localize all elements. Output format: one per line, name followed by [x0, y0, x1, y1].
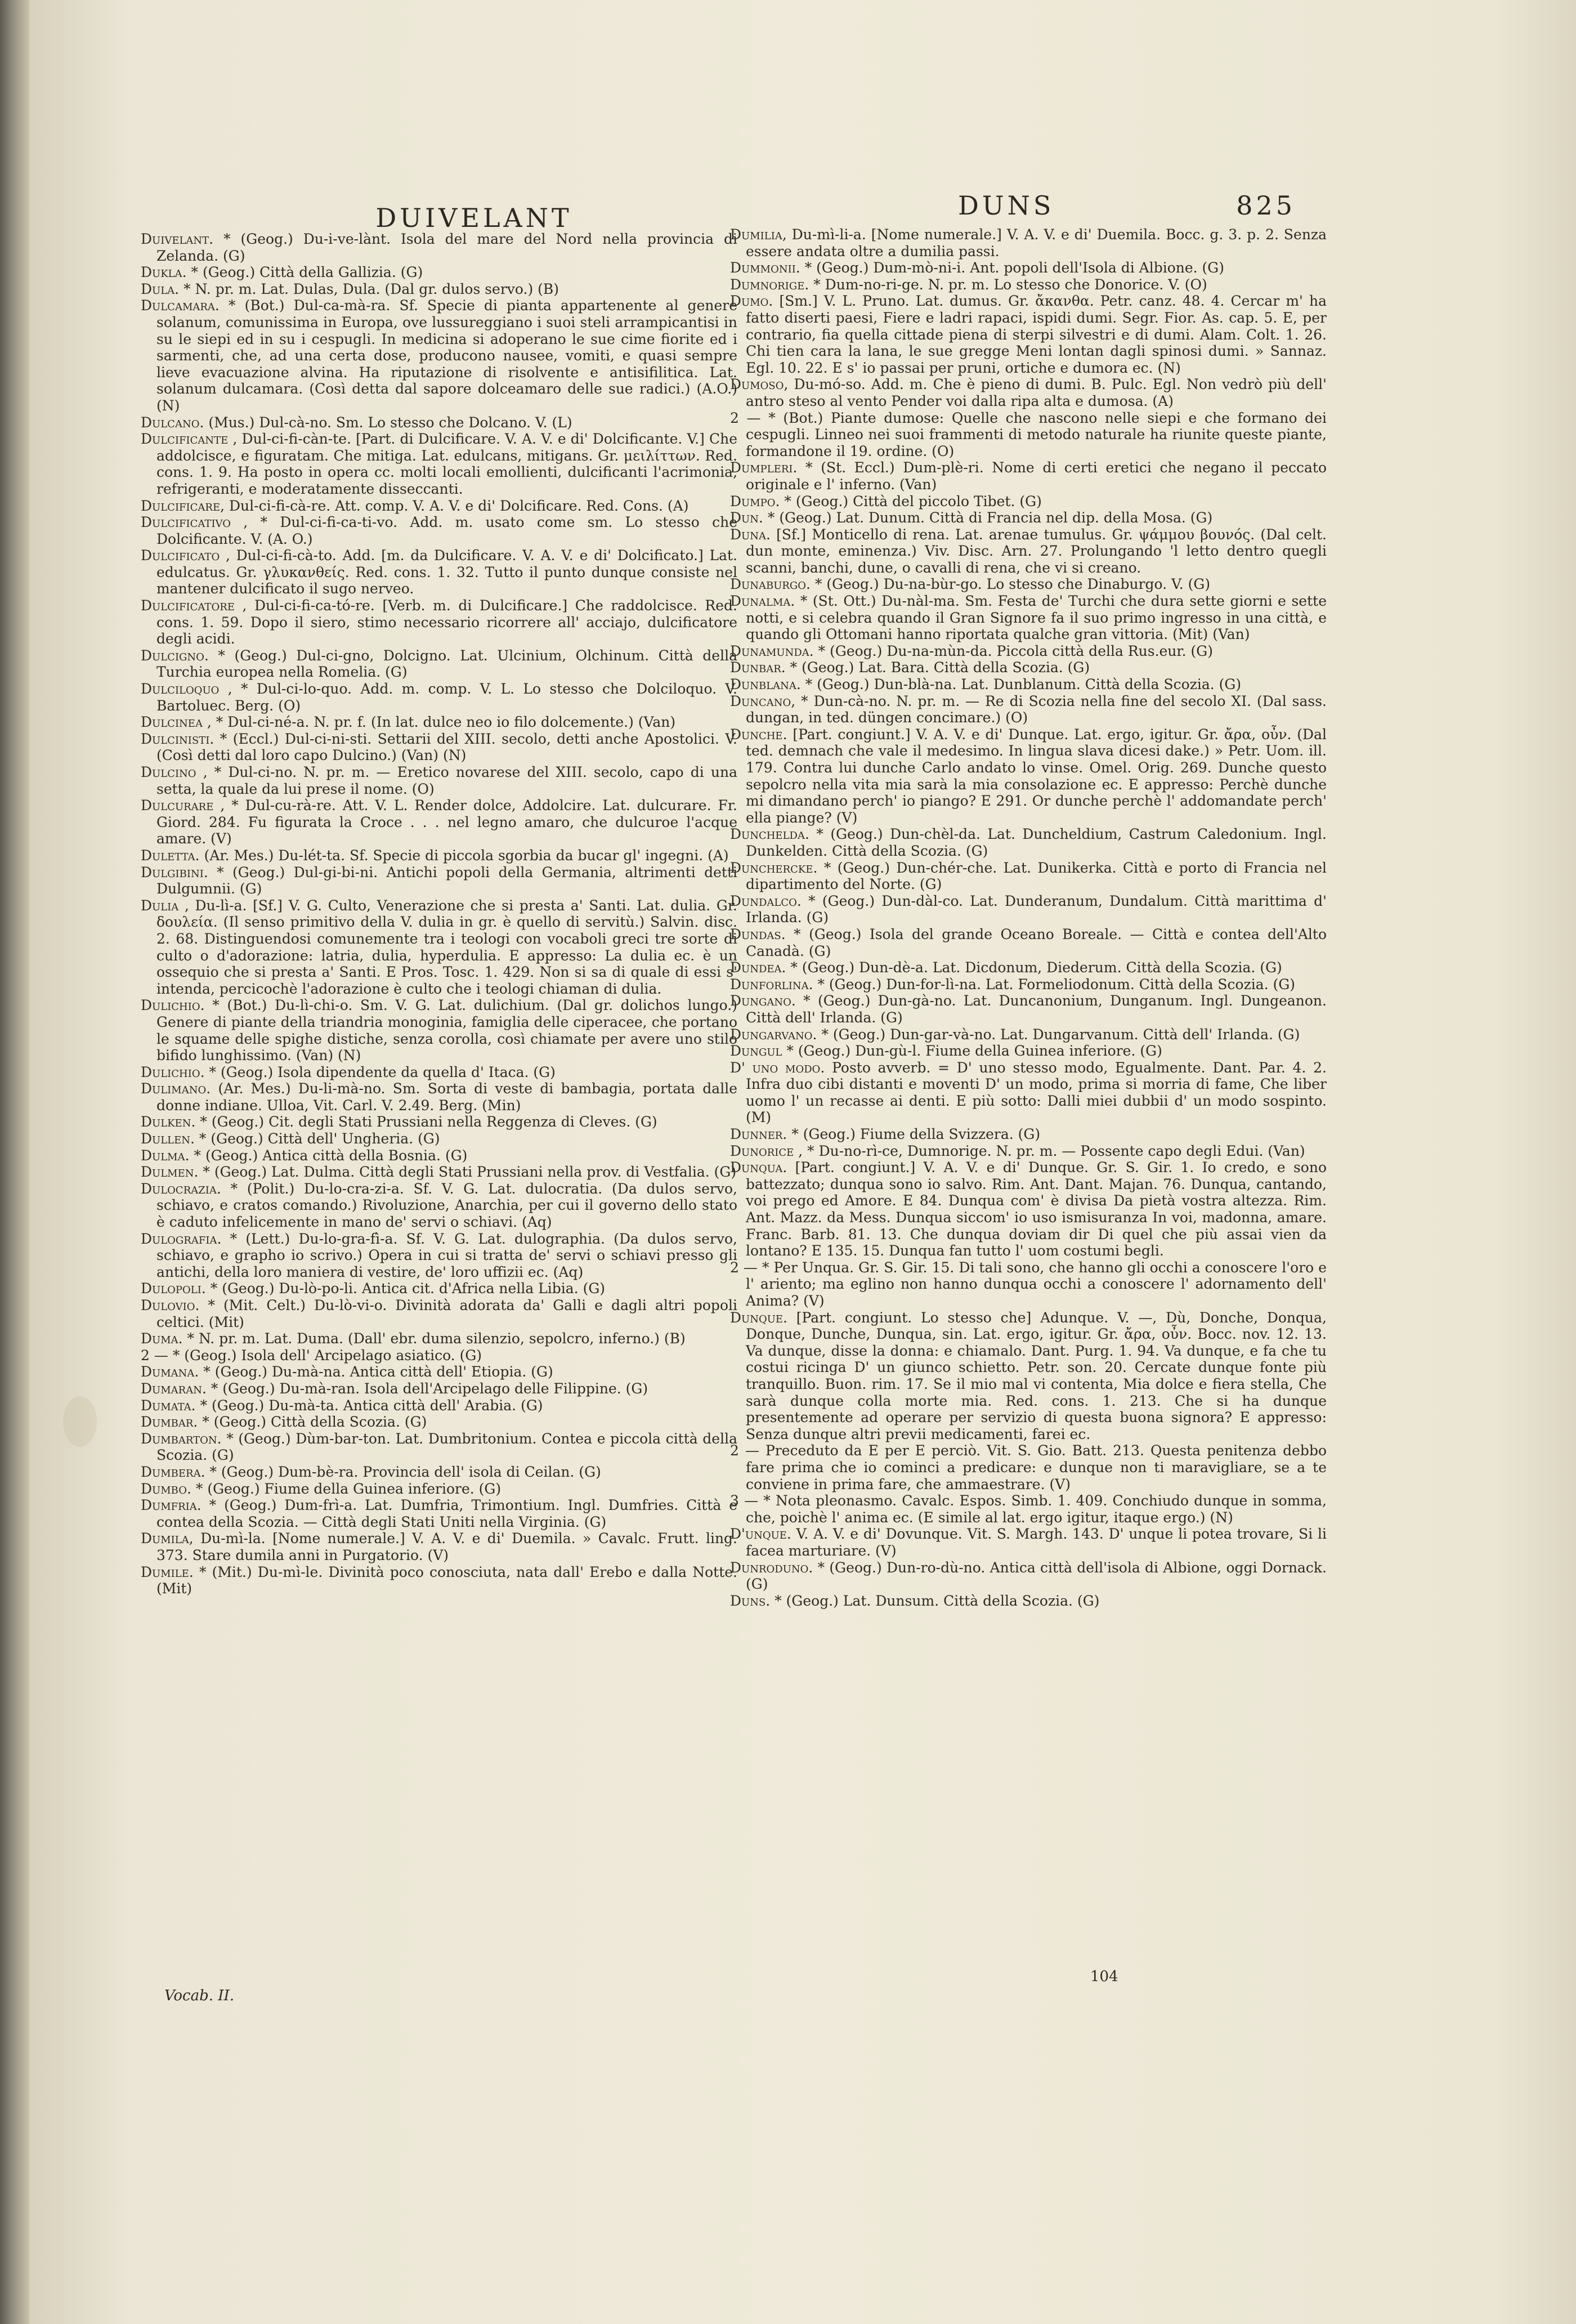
- right-running-head: [958, 190, 1296, 221]
- dictionary-entry: [141, 1297, 737, 1330]
- dictionary-entry: [730, 293, 1327, 376]
- folio-number: 104: [1090, 1968, 1118, 1985]
- entry-definition: * Per Unqua. Gr. S. Gir. 15. Di tali sono, che hanno gli occhi a conoscere l'oro e l' ariento; ma eglino non hanno dunqua occhi a conoscere l' adornamento dell' Anima? (V): [746, 1259, 1327, 1309]
- entry-definition: * (Geog.) Dun-for-lì-na. Lat. Formeliodonum. Città della Scozia. (G): [817, 976, 1296, 993]
- entry-definition: * (Geog.) Du-na-mùn-da. Piccola città della Rus.eur. (G): [818, 642, 1213, 659]
- entry-definition: * (Geog.) Dun-gar-và-no. Lat. Dungarvanum. Città dell' Irlanda. (G): [821, 1026, 1300, 1043]
- entry-headword: Dulcigno.: [141, 647, 209, 664]
- dictionary-entry: [730, 276, 1327, 293]
- entry-definition: * (Geog.) Lat. Dunum. Città di Francia nel dip. della Mosa. (G): [767, 510, 1213, 526]
- entry-definition: * (Geog.) Dul-ci-gno, Dolcigno. Lat. Ulcinium, Olchinum. Città della Turchia europea nella Romelia. (G): [156, 647, 737, 681]
- entry-headword: Dumbar.: [141, 1414, 198, 1431]
- entry-definition: * (Geog.) Lat. Dunsum. Città della Scozia. (G): [774, 1592, 1100, 1609]
- dictionary-entry: [141, 1397, 737, 1414]
- entry-headword: Dungarvano.: [730, 1026, 817, 1043]
- dictionary-entry: [141, 1347, 737, 1364]
- entry-definition: * (Geog.) Fiume della Guinea inferiore. (G): [195, 1480, 502, 1497]
- entry-definition: , * Dul-ci-no. N. pr. m. — Eretico novarese del XIII. secolo, capo di una setta, la quale da lui prese il nome. (O): [156, 764, 738, 797]
- entry-headword: Dukla.: [141, 264, 187, 281]
- entry-headword: Dumile.: [141, 1563, 194, 1580]
- dictionary-entry: [730, 1310, 1327, 1443]
- entry-definition: , * Dul-ci-lo-quo. Add. m. comp. V. L. Lo stesso che Dolciloquo. V. Bartoluec. Berg. (O): [156, 681, 737, 714]
- left-running-head: DUIVELANT: [375, 203, 572, 233]
- entry-headword: Dumbera.: [141, 1463, 205, 1480]
- entry-definition: * (Geog.) Città della Gallizia. (G): [191, 264, 423, 281]
- entry-headword: Dummonii.: [730, 260, 800, 276]
- dictionary-entry: [730, 526, 1327, 576]
- dictionary-entry: [730, 1559, 1327, 1593]
- entry-definition: * (Mit. Celt.) Du-lò-vi-o. Divinità adorata da' Galli e dagli altri popoli celtici. (Mit): [156, 1297, 737, 1330]
- entry-definition: Preceduto da E per E perciò. Vit. S. Gio. Batt. 213. Questa penitenza debbo fare prima che io cominci a predicare: e dunque non ti maravigliare, se a te conviene in prima fare, che ammaestrare. (V): [746, 1442, 1327, 1492]
- dictionary-entry: [141, 281, 737, 298]
- dictionary-entry: [141, 547, 737, 597]
- dictionary-entry: [730, 1593, 1327, 1610]
- entry-headword: 2 —: [141, 1347, 168, 1364]
- entry-headword: Dumo.: [730, 293, 773, 310]
- entry-definition: * (Geog.) Lat. Dulma. Città degli Stati Prussiani nella prov. di Vestfalia. (G): [203, 1164, 737, 1181]
- entry-headword: Dulcino: [141, 764, 196, 780]
- dictionary-entry: [141, 1380, 737, 1397]
- entry-definition: Du-mì-la. [Nome numerale.] V. A. V. e di' Duemila. » Cavalc. Frutt. ling. 373. Stare dumila anni in Purgatorio. (V): [156, 1530, 737, 1563]
- dictionary-entry: [141, 514, 737, 547]
- entry-headword: Dulcificato: [141, 547, 220, 564]
- entry-headword: 2 —: [730, 1442, 759, 1459]
- entry-headword: Dulovio.: [141, 1297, 200, 1313]
- entry-headword: Dulcinea: [141, 714, 203, 731]
- entry-definition: * (Bot.) Dul-ca-mà-ra. Sf. Specie di pianta appartenente al genere solanum, comunissima in Europa, ove lussureggiano i suoi steli arrampicantisi in su le siepi ed in su i cespugli. In medicina si adoperano le sue cime fiorite ed i sarmenti, che, ad una certa dose, producono nausee, vomiti, e quasi sempre lieve evacuazione alvina. Ha riputazione di risolvente e antisifilitica. Lat. solanum dulcamara. (Così detta dal sapore dolceamaro delle sue radici.) (A.O.)(N): [156, 297, 738, 414]
- entry-headword: Dundea.: [730, 959, 786, 976]
- entry-definition: * (Geog.) Dul-gi-bi-ni. Antichi popoli della Germania, altrimenti detti Dulgumnii. (G): [156, 864, 737, 897]
- entry-definition: * (Bot.) Du-lì-chi-o. Sm. V. G. Lat. dulichium. (Dal gr. dolichos lungo.) Genere di piante della triandria monoginia, famiglia delle ciperacee, che portano le squame delle spighe distiche, senza corolla, così chiamate per avere uno stilo bifido lunghissimo. (Van) (N): [156, 997, 737, 1064]
- entry-headword: Dumnorige.: [730, 276, 809, 293]
- entry-definition: * (St. Eccl.) Dum-plè-ri. Nome di certi eretici che negano il peccato originale e l' inferno. (Van): [746, 459, 1327, 493]
- entry-headword: Dunamunda.: [730, 642, 814, 659]
- entry-definition: (Ar. Mes.) Du-lét-ta. Sf. Specie di piccola sgorbia da bucar gl' ingegni. (A): [204, 847, 729, 864]
- dictionary-entry: [141, 714, 737, 731]
- dictionary-entry: [730, 959, 1327, 976]
- signature-mark: Vocab. II.: [164, 1987, 235, 2004]
- dictionary-entry: [730, 1060, 1327, 1126]
- paper-stain: [63, 1396, 97, 1447]
- entry-headword: Dulcano.: [141, 414, 204, 431]
- dictionary-entry: [141, 797, 737, 847]
- dictionary-entry: [730, 593, 1327, 643]
- entry-headword: Dumbo.: [141, 1480, 191, 1497]
- entry-definition: * (St. Ott.) Du-nàl-ma. Sm. Festa de' Turchi che dura sette giorni e sette notti, e si celebra quando il Gran Signore fa il suo primo ingresso in una città, e quando gli Ottomani hanno riportata qualche gran vittoria. (Mit) (Van): [746, 593, 1327, 643]
- dictionary-entry: [141, 414, 737, 431]
- right-column: [730, 226, 1327, 1609]
- entry-definition: [Sm.] V. L. Pruno. Lat. dumus. Gr. ἄκανθα. Petr. canz. 48. 4. Cercar m' ha fatto diserti paesi, Fiere e ladri rapaci, ispidi dumi. Segr. Fior. As. cap. 5. E, per contrario, fia quella cittade piena di sterpi silvestri e di dumi. Alam. Colt. 1. 26. Chi tien cara la lana, le sue gregge Meni lontan dagli spinosi dumi. » Sannaz. Egl. 10. 22. E s' io passai per pruni, ortiche e dumora ec. (N): [746, 293, 1327, 376]
- entry-headword: Dulcificare,: [141, 497, 225, 514]
- entry-definition: * (Geog.) Città della Scozia. (G): [202, 1414, 427, 1431]
- entry-headword: Dumaran.: [141, 1380, 207, 1397]
- dictionary-entry: [730, 1143, 1327, 1160]
- entry-headword: Dulocrazia.: [141, 1180, 221, 1197]
- dictionary-entry: [141, 864, 737, 897]
- dictionary-entry: [141, 1114, 737, 1130]
- entry-definition: , * Du-no-rì-ce, Dumnorige. N. pr. m. — Possente capo degli Edui. (Van): [798, 1142, 1305, 1159]
- entry-headword: Dulichio.: [141, 1063, 205, 1080]
- entry-headword: 2 —: [730, 1259, 758, 1276]
- entry-definition: * (Geog.) Du-na-bùr-go. Lo stesso che Dinaburgo. V. (G): [814, 576, 1211, 593]
- entry-definition: * (Geog.) Dum-mò-ni-i. Ant. popoli dell'Isola di Albione. (G): [804, 260, 1225, 276]
- entry-definition: * (Geog.) Antica città della Bosnia. (G): [194, 1147, 468, 1164]
- entry-headword: Duletta.: [141, 847, 200, 864]
- dictionary-entry: [730, 726, 1327, 826]
- dictionary-entry: [141, 597, 737, 647]
- entry-headword: Dunchercke.: [730, 859, 818, 876]
- entry-headword: Dumilia,: [730, 226, 787, 243]
- entry-definition: * (Polit.) Du-lo-cra-zi-a. Sf. V. G. Lat. dulocratia. (Da dulos servo, schiavo, e cratos comando.) Rivoluzione, Anarchia, per cui il governo dello stato è caduto infelicemente in mano de' servi o schiavi. (Aq): [156, 1180, 737, 1231]
- dictionary-entry: [730, 926, 1327, 959]
- dictionary-entry: [141, 1130, 737, 1147]
- entry-headword: Duivelant.: [141, 231, 214, 247]
- dictionary-entry: [141, 431, 737, 497]
- entry-headword: Dunchelda.: [730, 826, 809, 843]
- entry-headword: Dungano.: [730, 993, 796, 1009]
- entry-definition: * Dun-cà-no. N. pr. m. — Re di Scozia nella fine del secolo XI. (Dal sass. dungan, in ted. düngen concimare.) (O): [746, 692, 1327, 726]
- dictionary-entry: [141, 1164, 737, 1181]
- entry-definition: * (Mit.) Du-mì-le. Divinità poco conosciuta, nata dall' Erebo e dalla Notte. (Mit): [156, 1563, 737, 1597]
- entry-headword: Dullen.: [141, 1130, 195, 1147]
- entry-definition: * (Bot.) Piante dumose: Quelle che nascono nelle siepi e che formano dei cespugli. Linneo nei suoi frammenti di metodo naturale ha riunite queste piante, formandone il 19. ordine. (O): [746, 409, 1327, 459]
- dictionary-entry: [141, 498, 737, 515]
- dictionary-entry: [730, 1159, 1327, 1259]
- entry-definition: * (Eccl.) Dul-ci-ni-sti. Settarii del XIII. secolo, detti anche Apostolici. V. (Così detti dal loro capo Dulcino.) (Van) (N): [156, 730, 738, 764]
- entry-headword: Dumbarton.: [141, 1430, 222, 1447]
- entry-headword: Dumpo.: [730, 493, 780, 510]
- entry-headword: Dunforlina.: [730, 976, 813, 993]
- dictionary-entry: [141, 647, 737, 681]
- page-number: 825: [1236, 190, 1296, 221]
- dictionary-entry: [141, 681, 737, 714]
- entry-definition: * (Geog.) Città del piccolo Tibet. (G): [784, 493, 1042, 510]
- entry-definition: * (Geog.) Du-mà-ran. Isola dell'Arcipelago delle Filippine. (G): [211, 1380, 648, 1397]
- entry-definition: * (Geog.) Isola dipendente da quella d' Itaca. (G): [209, 1063, 556, 1080]
- entry-definition: * (Geog.) Du-lò-po-li. Antica cit. d'Africa nella Libia. (G): [210, 1280, 606, 1297]
- dictionary-entry: [141, 764, 737, 797]
- entry-headword: Dunroduno.: [730, 1559, 813, 1576]
- dictionary-entry: [730, 1442, 1327, 1492]
- entry-definition: [Sf.] Monticello di rena. Lat. arenae tumulus. Gr. ψάμμου βουνός. (Dal celt. dun monte, eminenza.) Viv. Disc. Arn. 27. Prolungando 'l letto dentro quegli scanni, banchi, dune, o cavalli di rena, che vi si creano.: [746, 526, 1327, 576]
- entry-headword: 2 —: [730, 409, 761, 426]
- dictionary-entry: [141, 731, 737, 764]
- dictionary-entry: [730, 410, 1327, 460]
- entry-definition: * (Geog.) Dun-gà-no. Lat. Duncanonium, Dunganum. Ingl. Dungeanon. Città dell' Irlanda. (G): [746, 993, 1327, 1026]
- dictionary-entry: [141, 1064, 737, 1081]
- entry-definition: * (Geog.) Lat. Bara. Città della Scozia. (G): [790, 659, 1090, 676]
- dictionary-entry: [730, 893, 1327, 926]
- entry-definition: Du-mó-so. Add. m. Che è pieno di dumi. B. Pulc. Egl. Non vedrò più dell' antro steso al vento Pender voi dalla ripa alta e dumosa. (A): [746, 376, 1327, 409]
- scan-edge: [0, 0, 29, 2324]
- entry-headword: Dunbar.: [730, 659, 786, 676]
- dictionary-entry: [141, 997, 737, 1063]
- entry-definition: * (Geog.) Du-mà-na. Antica città dell' Etiopia. (G): [203, 1364, 553, 1380]
- dictionary-entry: [730, 1259, 1327, 1310]
- dictionary-entry: [730, 260, 1327, 276]
- entry-headword: Dunche.: [730, 726, 787, 743]
- entry-headword: Duncano,: [730, 692, 796, 709]
- entry-headword: Dun.: [730, 510, 763, 526]
- entry-definition: , Dul-ci-fi-càn-te. [Part. di Dulcificare. V. A. V. e di' Dolcificante. V.] Che addolcisce, e figuratam. Che mitiga. Lat. edulcans, mitigans. Gr. μειλίττων. Red. cons. 1. 9. Ha posto in opera cc. molti locali emollienti, dulcificanti l'acrimonia, refrigeranti, e moderatamente disseccanti.: [156, 431, 738, 497]
- entry-definition: * (Geog.) Dùm-bar-ton. Lat. Dumbritonium. Contea e piccola città della Scozia. (G): [156, 1430, 737, 1464]
- dictionary-entry: [730, 493, 1327, 510]
- entry-headword: Dumpleri.: [730, 459, 798, 476]
- entry-headword: Dulia: [141, 897, 179, 914]
- entry-headword: Dulcificativo: [141, 514, 231, 531]
- entry-headword: Dulcificatore: [141, 597, 235, 614]
- entry-headword: Dulciloquo: [141, 681, 220, 698]
- entry-definition: V. A. V. e di' Dovunque. Vit. S. Margh. 143. D' unque li potea trovare, Si li facea marturiare. (V): [746, 1526, 1327, 1559]
- dictionary-entry: [730, 1126, 1327, 1143]
- dictionary-entry: [141, 1464, 737, 1481]
- dictionary-entry: [730, 826, 1327, 859]
- entry-definition: * (Geog.) Dun-chér-che. Lat. Dunikerka. Città e porto di Francia nel dipartimento del Norte. (G): [746, 859, 1327, 893]
- entry-definition: * (Geog.) Isola dell' Arcipelago asiatico. (G): [172, 1347, 482, 1364]
- entry-headword: Dumila,: [141, 1530, 194, 1547]
- entry-definition: * (Geog.) Dun-ro-dù-no. Antica città dell'isola di Albione, oggi Dornack. (G): [746, 1559, 1327, 1593]
- dictionary-entry: [730, 1043, 1327, 1060]
- entry-headword: Dungul: [730, 1043, 782, 1060]
- entry-definition: * (Geog.) Fiume della Svizzera. (G): [791, 1126, 1041, 1143]
- entry-definition: * (Geog.) Dum-bè-ra. Provincia dell' isola di Ceilan. (G): [209, 1463, 601, 1480]
- dictionary-entry: [141, 1364, 737, 1380]
- entry-headword: Dulcificante: [141, 431, 229, 448]
- entry-headword: Dulopoli.: [141, 1280, 206, 1297]
- dictionary-entry: [730, 1492, 1327, 1526]
- entry-headword: Dulgibini.: [141, 864, 208, 881]
- entry-definition: * (Geog.) Du-i-ve-lànt. Isola del mare del Nord nella provincia di Zelanda. (G): [156, 231, 737, 264]
- dictionary-entry: [730, 860, 1327, 893]
- dictionary-entry: [730, 376, 1327, 409]
- entry-headword: Dunblana.: [730, 676, 801, 693]
- dictionary-entry: [141, 297, 737, 414]
- entry-headword: Dundas.: [730, 926, 786, 942]
- entry-definition: * (Geog.) Cit. degli Stati Prussiani nella Reggenza di Cleves. (G): [200, 1114, 657, 1130]
- dictionary-entry: [141, 1497, 737, 1530]
- entry-definition: , * Dul-ci-fi-ca-ti-vo. Add. m. usato come sm. Lo stesso che Dolcificante. V. (A. O.): [156, 514, 738, 547]
- dictionary-entry: [141, 1564, 737, 1597]
- dictionary-entry: [141, 1414, 737, 1431]
- entry-headword: Duma.: [141, 1330, 183, 1347]
- entry-definition: , * Dul-ci-né-a. N. pr. f. (In lat. dulce neo io filo dolcemente.) (Van): [207, 714, 676, 731]
- entry-definition: Posto avverb. = D' uno stesso modo, Egualmente. Dant. Par. 4. 2. Infra duo cibi distanti e moventi D' un modo, prima si morria di fame, Che liber uomo l' un recasse ai denti. E più sotto: Dalli miei dubbii d' un modo sospinto. (M): [746, 1059, 1327, 1126]
- entry-definition: , Dul-ci-fi-ca-tó-re. [Verb. m. di Dulcificare.] Che raddolcisce. Red. cons. 1. 59. Dopo il siero, stimo necessario ricorrere all' acciajo, dulcificatore degli acidi.: [156, 597, 737, 647]
- entry-definition: * (Geog.) Dun-blà-na. Lat. Dunblanum. Città della Scozia. (G): [805, 676, 1242, 693]
- entry-definition: * Nota pleonasmo. Cavalc. Espos. Simb. 1. 409. Conchiudo dunque in somma, che, poichè l' anima ec. (E simile al lat. ergo igitur, itaque ergo.) (N): [746, 1492, 1327, 1526]
- left-column: [141, 231, 737, 1597]
- entry-headword: Dunque.: [730, 1309, 787, 1326]
- entry-headword: 3 —: [730, 1492, 759, 1509]
- dictionary-entry: [141, 1530, 737, 1563]
- entry-headword: Duns.: [730, 1592, 771, 1609]
- dictionary-entry: [730, 643, 1327, 660]
- entry-definition: * (Geog.) Città dell' Ungheria. (G): [199, 1130, 440, 1147]
- dictionary-entry: [141, 1147, 737, 1164]
- entry-definition: Dul-ci-fi-cà-re. Att. comp. V. A. V. e di' Dolcificare. Red. Cons. (A): [229, 497, 689, 514]
- dictionary-entry: [141, 847, 737, 864]
- entry-definition: * (Geog.) Du-mà-ta. Antica città dell' Arabia. (G): [200, 1397, 543, 1414]
- entry-definition: (Mus.) Dul-cà-no. Sm. Lo stesso che Dolcano. V. (L): [208, 414, 572, 431]
- dictionary-entry: [141, 897, 737, 998]
- entry-headword: Dulcinisti.: [141, 730, 214, 747]
- dictionary-entry: [730, 676, 1327, 693]
- entry-definition: , Du-lì-a. [Sf.] V. G. Culto, Venerazione che si presta a' Santi. Lat. dulia. Gr. δουλεία. (Il senso primitivo della V. dulia in gr. è quello di servitù.) Salvin. disc. 2. 68. Distinguendosi comunemente tra i teologi con vocaboli greci tre sorte di culto o d'adorazione: latria, dulia, hyperdulia. E appresso: La dulia ec. è un ossequio che si presta a' Santi. E Pros. Tosc. 1. 429. Non si sa di quale di essi s' intenda, percicochè l'adorazione è culto che i teologi chiaman di dulia.: [156, 897, 738, 997]
- entry-definition: [Part. congiunt.] V. A. V. e di' Dunque. Lat. ergo, igitur. Gr. ἄρα, οὖν. (Dal ted. demnach che vale il medesimo. In lingua slava dicesi dake.) » Petr. Uom. ill. 179. Contra lui dunche Carlo andato lo vinse. Omel. Orig. 269. Dunche questo sepolcro nella vita mia sarà la mia consolazione ec. E appresso: Perchè dunche mi dimandano perch' io piango? E 291. Or dunche perchè l' addomandate perch' ella piange? (V): [746, 726, 1327, 826]
- dictionary-entry: [141, 1431, 737, 1464]
- entry-headword: D'unque.: [730, 1526, 791, 1543]
- entry-headword: Dulcamara.: [141, 297, 220, 314]
- entry-definition: , Dul-ci-fi-cà-to. Add. [m. da Dulcificare. V. A. V. e di' Dolcificato.] Lat. edulcatus. Gr. γλυκανθείς. Red. cons. 1. 32. Tutto il punto dunque consiste nel mantener dulcificato il sugo nerveo.: [156, 547, 737, 597]
- dictionary-entry: [730, 226, 1327, 260]
- dictionary-entry: [141, 1330, 737, 1347]
- entry-headword: Dunorice: [730, 1142, 794, 1159]
- dictionary-entry: [141, 264, 737, 281]
- entry-headword: Duna.: [730, 526, 771, 543]
- dictionary-entry: [730, 659, 1327, 676]
- dictionary-entry: [141, 1080, 737, 1114]
- entry-headword: Dumata.: [141, 1397, 196, 1414]
- entry-definition: * (Lett.) Du-lo-gra-fì-a. Sf. V. G. Lat. dulographia. (Da dulos servo, schiavo, e grapho io scrivo.) Opera in cui si tratta de' servi o schiavi presso gli antichi, della loro maniera di vestire, de' loro uffizii ec. (Aq): [156, 1230, 737, 1280]
- dictionary-entry: [730, 510, 1327, 526]
- dictionary-entry: [141, 231, 737, 264]
- dictionary-entry: [730, 459, 1327, 493]
- entry-definition: * Dum-no-ri-ge. N. pr. m. Lo stesso che Donorice. V. (O): [813, 276, 1207, 293]
- dictionary-page: [29, 0, 1576, 2324]
- entry-definition: * N. pr. m. Lat. Duma. (Dall' ebr. duma silenzio, sepolcro, inferno.) (B): [187, 1330, 686, 1347]
- dictionary-entry: [730, 1526, 1327, 1559]
- entry-headword: Dunalma.: [730, 593, 795, 610]
- entry-headword: Dulografia.: [141, 1230, 222, 1247]
- dictionary-entry: [141, 1481, 737, 1498]
- entry-headword: Dulcurare: [141, 797, 214, 814]
- entry-definition: * (Geog.) Dun-dàl-co. Lat. Dunderanum, Dundalum. Città marittima d' Irlanda. (G): [746, 892, 1327, 926]
- entry-definition: [Part. congiunt. Lo stesso che] Adunque. V. —, Dù, Donche, Donqua, Donque, Dunche, Dunqua, sin. Lat. ergo, igitur. Gr. ἄρα, οὖν. Bocc. nov. 12. 13. Va dunque, disse la donna: e chiamalo. Dant. Purg. 1. 94. Va dunque, e fa che tu costui ricinga D' un giunco schietto. Petr. son. 20. Cercate dunque fonte più tranquillo. Buon. rim. 17. Se il mio mal vi contenta, Mia dolce e fiera stella, Che sarà dunque colla morte mia. Red. cons. 1. 213. Che si ha dunque presentemente ad operare per servizio di questa buona signora? E appresso: Senza dunque altri previi medicamenti, farei ec.: [746, 1309, 1327, 1442]
- entry-headword: Dunqua.: [730, 1159, 787, 1176]
- entry-headword: Dulmen.: [141, 1164, 199, 1181]
- right-head-word: DUNS: [958, 190, 1055, 221]
- dictionary-entry: [141, 1231, 737, 1281]
- entry-definition: * (Geog.) Dum-frì-a. Lat. Dumfria, Trimontium. Ingl. Dumfries. Città e contea della Scozia. — Città degli Stati Uniti nella Virginia. (G): [156, 1497, 737, 1530]
- entry-definition: * (Geog.) Dun-dè-a. Lat. Dicdonum, Diederum. Città della Scozia. (G): [790, 959, 1282, 976]
- dictionary-entry: [141, 1181, 737, 1231]
- entry-definition: * (Geog.) Isola del grande Oceano Boreale. — Città e contea dell'Alto Canadà. (G): [746, 926, 1327, 959]
- entry-headword: Dumfria.: [141, 1497, 202, 1514]
- entry-definition: * (Geog.) Dun-gù-l. Fiume della Guinea inferiore. (G): [786, 1043, 1162, 1060]
- dictionary-entry: [730, 976, 1327, 993]
- entry-headword: Dulken.: [141, 1114, 196, 1130]
- entry-definition: * (Geog.) Dun-chèl-da. Lat. Duncheldium, Castrum Caledonium. Ingl. Dunkelden. Città della Scozia. (G): [746, 826, 1327, 859]
- entry-headword: Dula.: [141, 280, 180, 297]
- entry-headword: Dunaburgo.: [730, 576, 811, 593]
- entry-definition: * N. pr. m. Lat. Dulas, Dula. (Dal gr. dulos servo.) (B): [183, 280, 559, 297]
- dictionary-entry: [730, 576, 1327, 593]
- entry-headword: Dundalco.: [730, 892, 802, 909]
- dictionary-entry: [730, 993, 1327, 1026]
- entry-headword: Dulma.: [141, 1147, 190, 1164]
- entry-headword: Dulimano.: [141, 1080, 211, 1097]
- entry-definition: Du-mì-li-a. [Nome numerale.] V. A. V. e di' Duemila. Bocc. g. 3. p. 2. Senza essere andata oltre a dumilia passi.: [746, 226, 1327, 260]
- entry-definition: [Part. congiunt.] V. A. V. e di' Dunque. Gr. S. Gir. 1. Io credo, e sono battezzato; dunqua sono io salvo. Rim. Ant. Dant. Majan. 76. Dunqua, cantando, voi prego ed Amore. E 84. Dunqua com' è divisa Da pietà vostra altezza. Rim. Ant. Mazz. da Mess. Dunqua siccom' io uso ismisuranza In voi, madonna, amare. Franc. Barb. 81. 13. Che dunqua doviam dir Di quel che più assai vien da lontano? E 135. 15. Dunqua fan tutto l' uom costumi begli.: [746, 1159, 1327, 1259]
- entry-headword: Dumoso,: [730, 376, 789, 393]
- entry-headword: Dumana.: [141, 1364, 199, 1380]
- dictionary-entry: [730, 1026, 1327, 1043]
- entry-headword: Dunner.: [730, 1126, 787, 1143]
- entry-headword: Dulichio.: [141, 997, 205, 1014]
- entry-definition: , * Dul-cu-rà-re. Att. V. L. Render dolce, Addolcire. Lat. dulcurare. Fr. Giord. 284. Fu figurata la Croce . . . nel legno amaro, che dulcuroe l'acque amare. (V): [156, 797, 737, 847]
- dictionary-entry: [730, 693, 1327, 726]
- dictionary-entry: [141, 1280, 737, 1297]
- entry-headword: D' uno modo.: [730, 1059, 825, 1076]
- entry-definition: (Ar. Mes.) Du-li-mà-no. Sm. Sorta di veste di bambagia, portata dalle donne indiane. Ulloa, Vit. Carl. V. 2.49. Berg. (Min): [156, 1080, 737, 1114]
